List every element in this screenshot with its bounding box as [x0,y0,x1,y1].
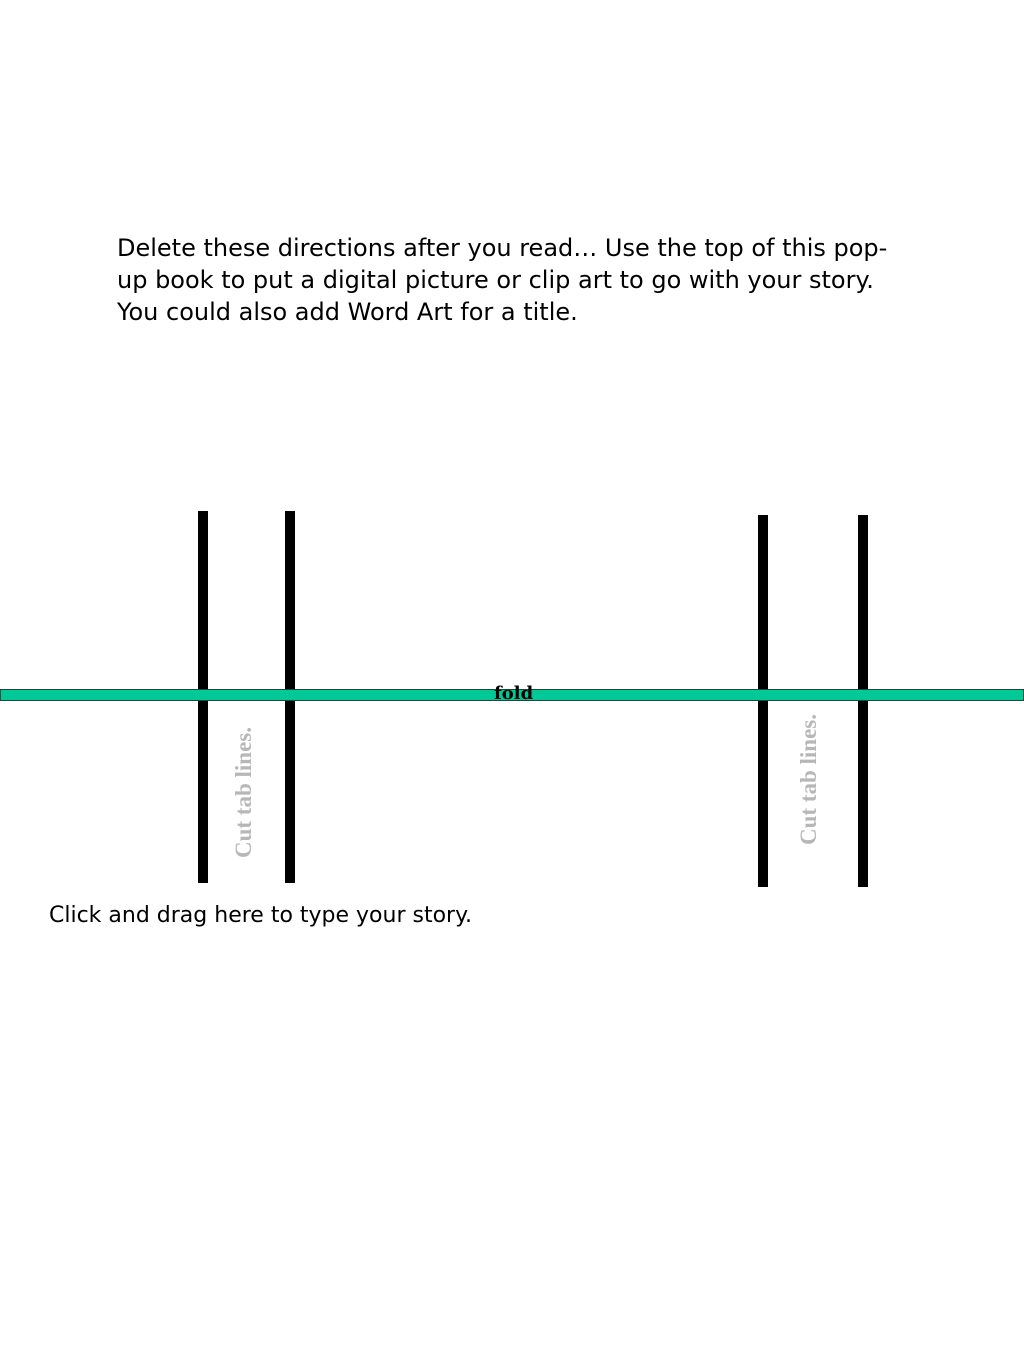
story-text-box[interactable]: Click and drag here to type your story. [49,903,472,928]
right-cut-tab-label: Cut tab lines. [796,714,821,845]
directions-text[interactable]: Delete these directions after you read… Use the top of this pop-up book to put a digital picture or clip art to go with your story. You could also add Word Art for a title. [117,234,888,326]
left-cut-tab-label: Cut tab lines. [231,727,256,858]
right-tab-cut-line-inner [858,515,868,887]
fold-label: fold [494,683,534,704]
right-tab-cut-line-outer [758,515,768,887]
